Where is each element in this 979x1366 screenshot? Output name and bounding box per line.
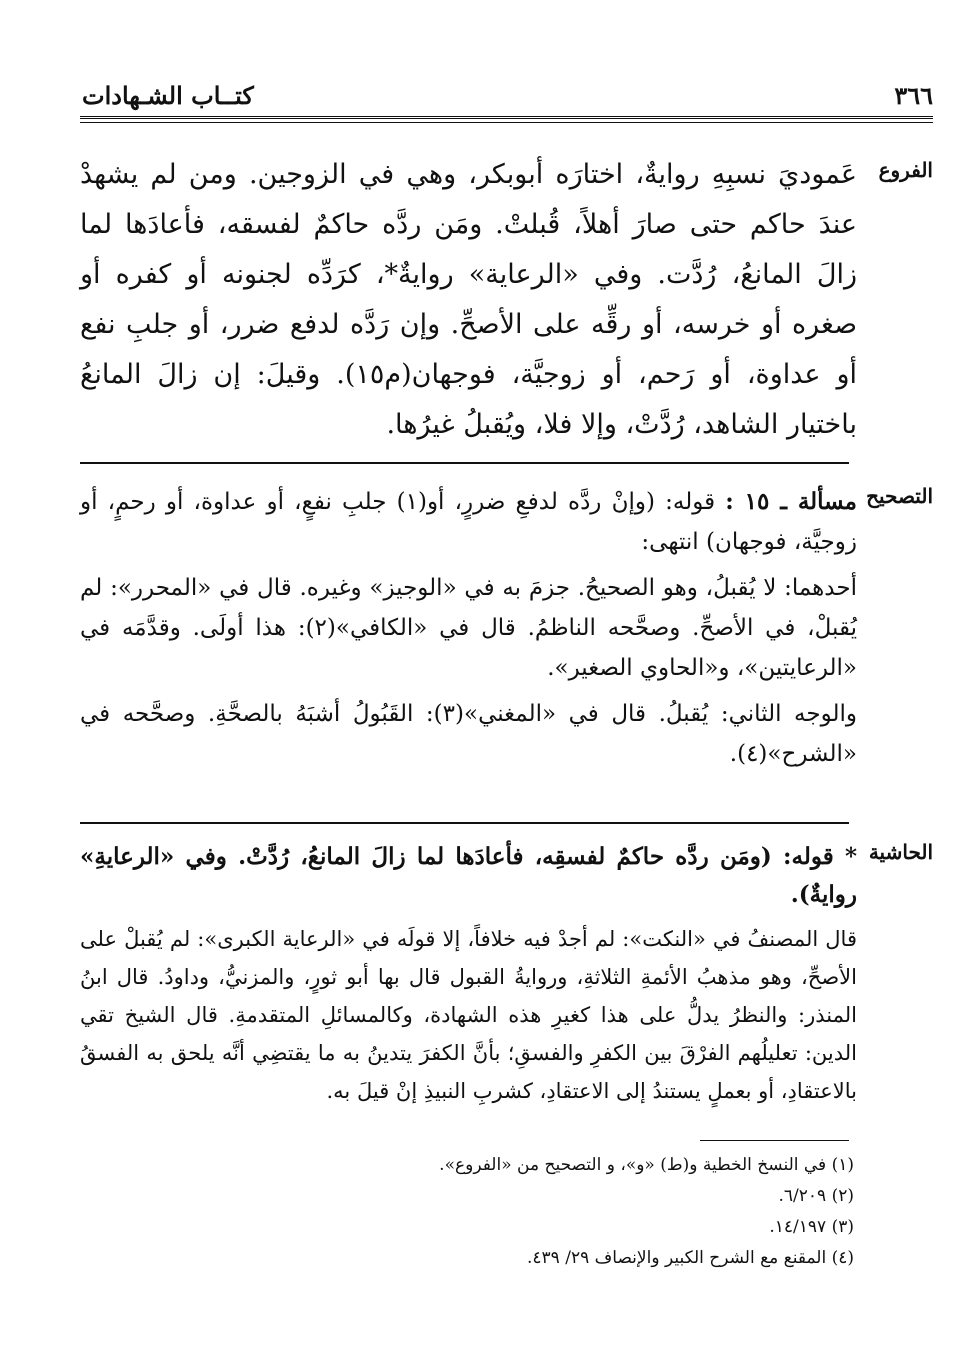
header-rule: [80, 116, 933, 123]
tashih-p1-text: قوله: (وإنْ ردَّه لدفعِ ضررٍ، أو(١) جلبِ نفعٍ، أو عداوة، أو رحمٍ، أو زوجيَّة، فوجهان) انتهى:: [80, 489, 857, 555]
footnote-3: (٣) ١٤/١٩٧.: [769, 1217, 854, 1237]
footnote-4: (٤) المقنع مع الشرح الكبير والإنصاف ٢٩/ ٤٣٩.: [527, 1248, 854, 1268]
furu-text: عَموديَ نسبِهِ روايةٌ، اختارَه أبوبكر، وهي في الزوجين. ومن لم يشهدْ عندَ حاكم حتى صارَ أهلاً، قُبلتْ. ومَن ردَّه حاكمٌ لفسقه، فأعادَها لما زالَ المانعُ، رُدَّت. وفي «الرعاية» روايةٌ*، كرَدِّه لجنونه أو كفره أو صغره أو خرسه، أو رقِّه على الأصحِّ. وإن رَدَّه لدفع ضرر، أو جلبِ نفع أو عداوة، أو رَحم، أو زوجيَّة، فوجهان(م١٥). وقيلَ: إن زالَ المانعُ باختيار الشاهد، رُدَّتْ، وإلا فلا، ويُقبلُ غيرُها.: [80, 159, 857, 440]
footnotes: [80, 1150, 854, 1274]
section-divider-1: [80, 462, 849, 464]
hashiya-label: الحاشية: [868, 840, 933, 864]
hashiya-body: قال المصنفُ في «النكت»: لم أجدْ فيه خلافاً، إلا قولَه في «الرعاية الكبرى»: لم يُقبلْ على الأصحِّ، وهو مذهبُ الأئمةِ الثلاثةِ، وروايةُ القبول قال بها أبو ثورٍ، والمزنيُّ، وداودُ. قال ابنُ المنذر: والنظرُ يدلُّ على هذا كغيرِ هذه الشهادة، وكالمسائلِ المتقدمةِ. قال الشيخ تقي الدين: تعليلُهم الفرْقَ بين الكفرِ والفسقِ؛ بأنَّ الكفرَ يتدينُ به ما يقتضِي أنَّه يلحق به الفسقُ بالاعتقادِ، أو بعملٍ يستندُ إلى الاعتقادِ، كشربِ النبيذِ إنْ قيلَ به.: [80, 927, 857, 1103]
tashih-paragraph-2: أحدهما: لا يُقبلُ، وهو الصحيحُ. جزمَ به في «الوجيز» وغيره. قال في «المحرر»: لم يُقبلْ، في الأصحِّ. وصحَّحه الناظمُ. قال في «الكافي»(٢): هذا أولَى. وقدَّمَه في «الرعايتين»، و«الحاوي الصغير».: [80, 575, 857, 681]
tashih-paragraph-3: والوجه الثاني: يُقبلُ. قال في «المغني»(٣): القَبُولُ أشبَهُ بالصحَّةِ. وصحَّحه في «الشرح»(٤).: [80, 701, 857, 767]
book-title: كتــاب الشـهادات: [82, 80, 254, 110]
footnote-1: (١) في النسخ الخطية و(ط) «و»، و التصحيح من «الفروع».: [439, 1155, 854, 1175]
tashih-text: [80, 482, 857, 780]
page-number: ٣٦٦: [894, 80, 933, 110]
tashih-section: [80, 482, 933, 812]
masala-number: مسألة ـ ١٥ :: [725, 488, 857, 515]
furu-section: [80, 150, 933, 450]
footnote-2: (٢) ٦/٢٠٩.: [778, 1186, 854, 1206]
hashiya-text: [80, 838, 857, 1116]
section-divider-2: [80, 822, 849, 824]
footnote-rule: [700, 1140, 849, 1141]
tashih-label: التصحيح: [866, 484, 933, 508]
running-header: [82, 78, 933, 112]
furu-label: الفروع: [878, 158, 933, 182]
tashih-paragraph-1: [80, 482, 857, 562]
hashiya-lead: * قوله: (ومَن ردَّه حاكمٌ لفسقِه، فأعادَها لما زالَ المانعُ، رُدَّتْ. وفي «الرعايةِ» روايةٌ).: [80, 843, 857, 908]
hashiya-section: [80, 838, 933, 1128]
